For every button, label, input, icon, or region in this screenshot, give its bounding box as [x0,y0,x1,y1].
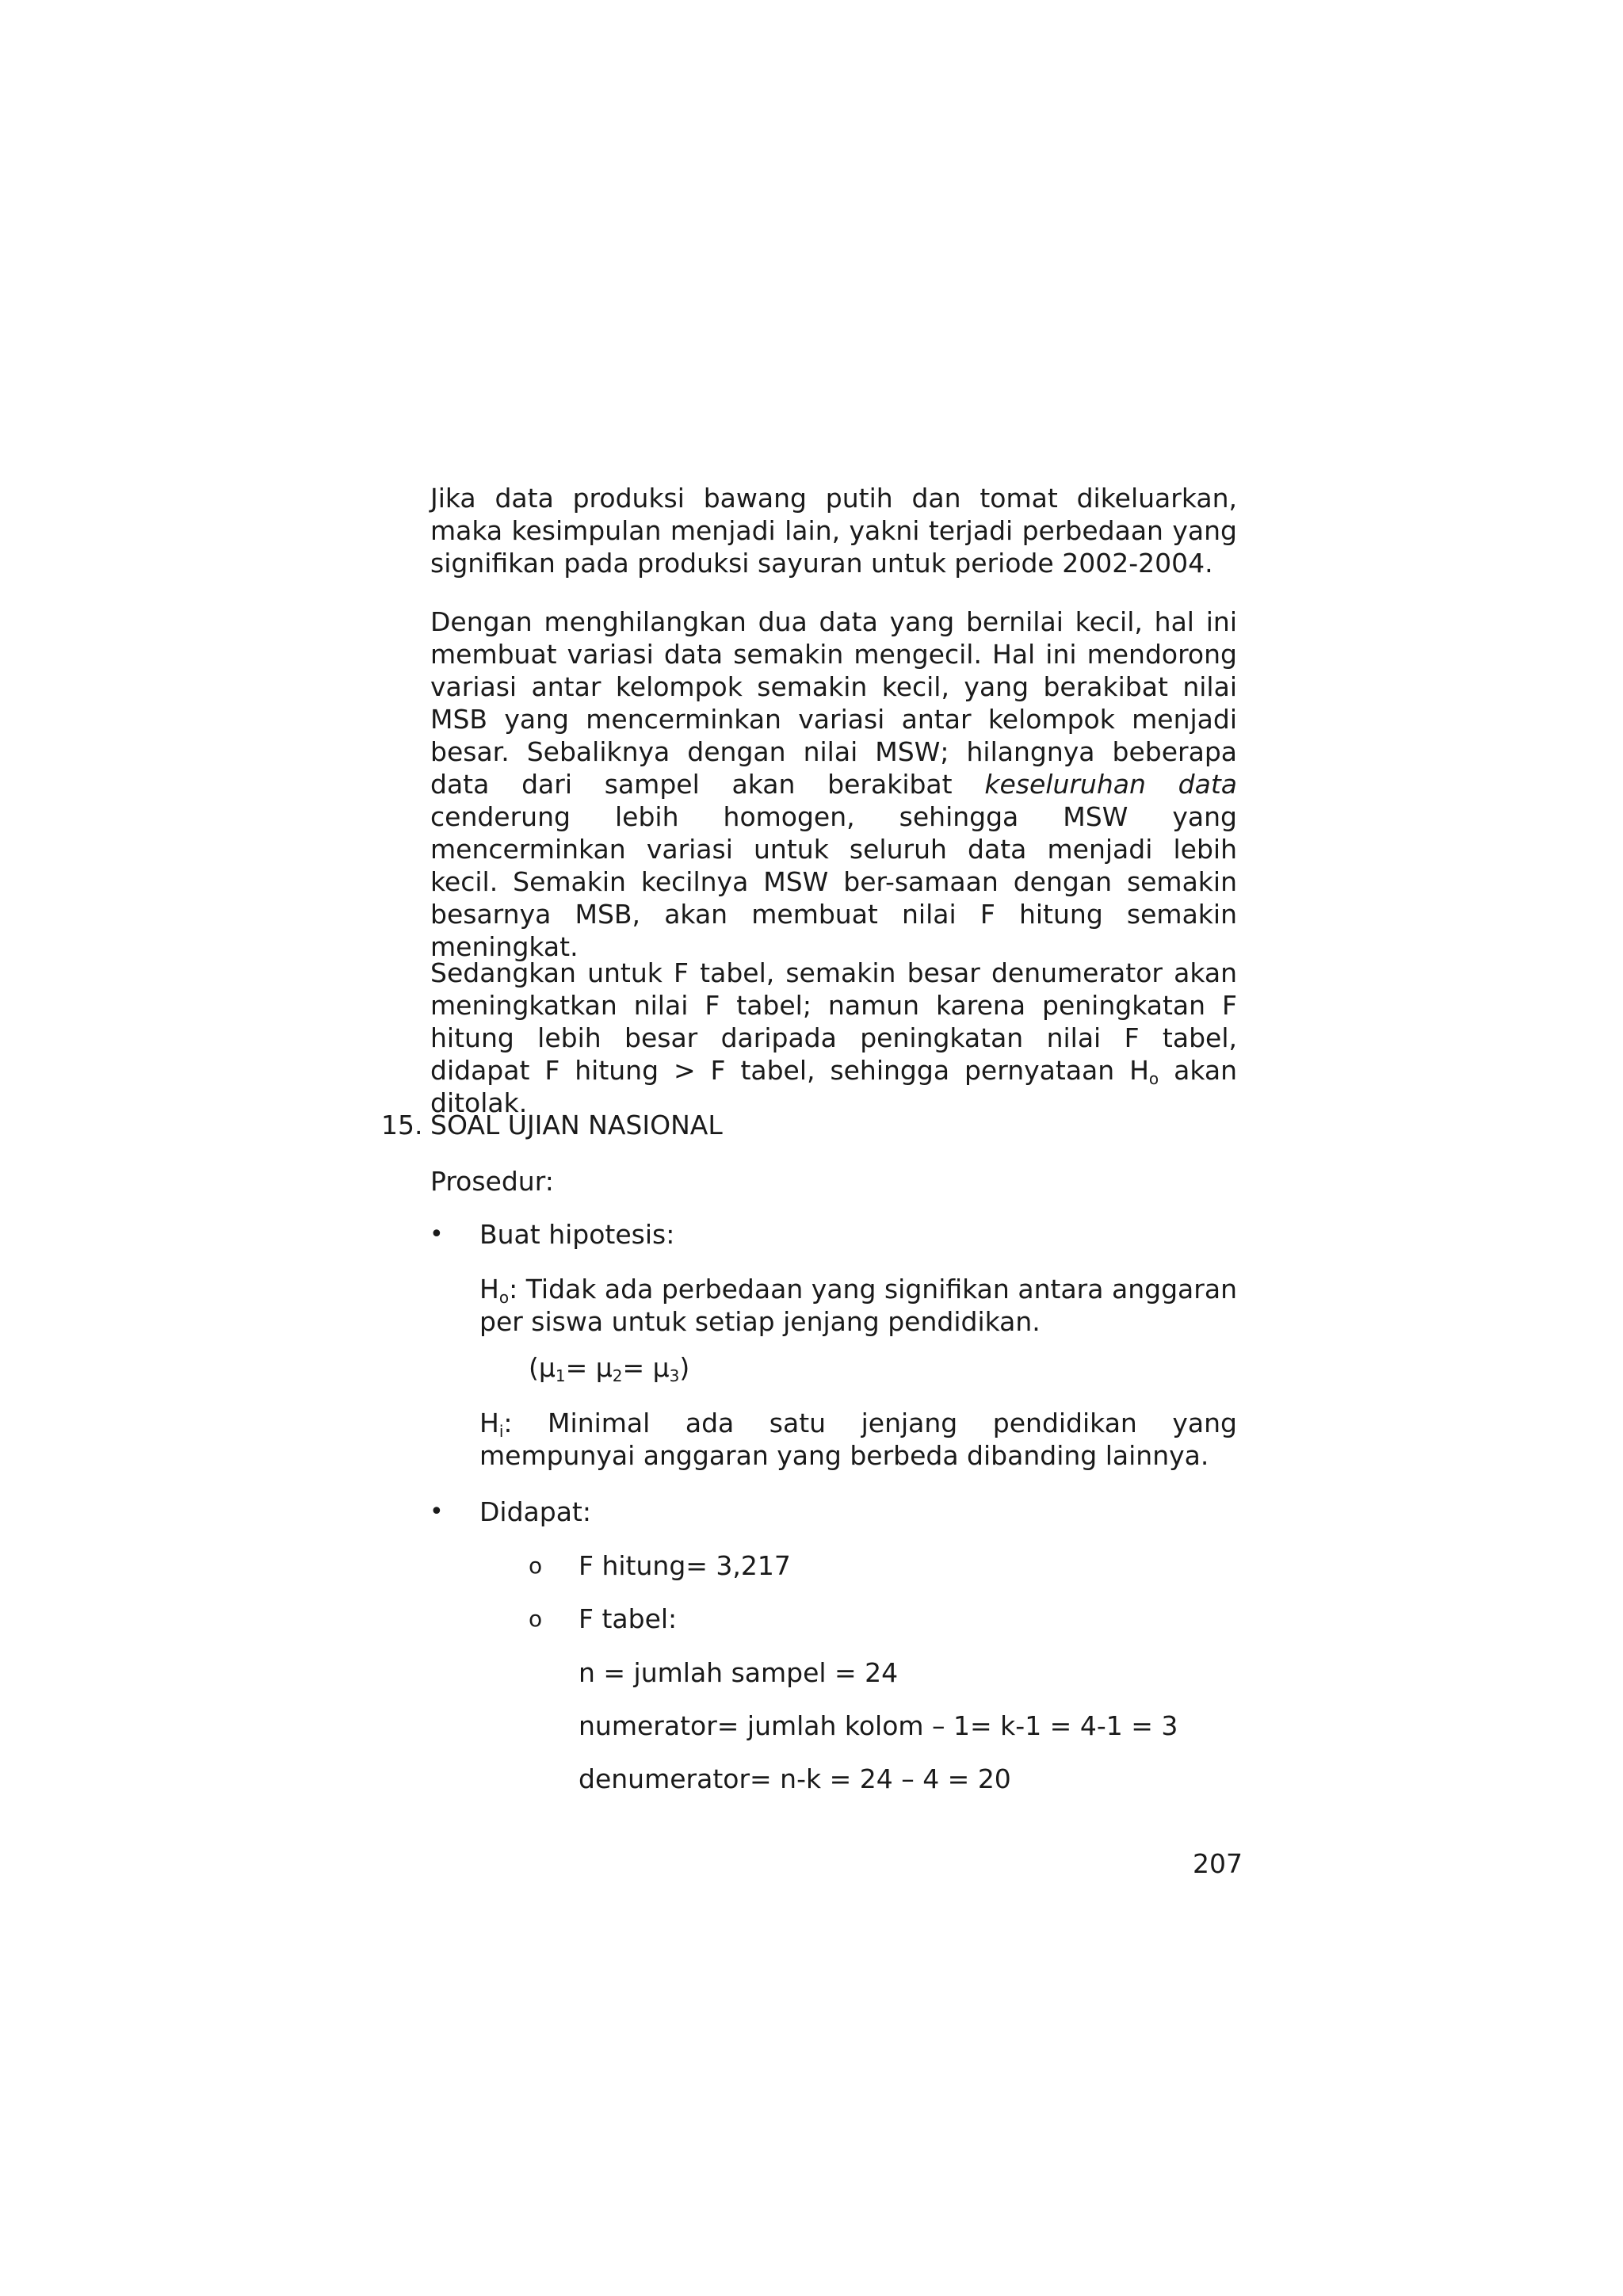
mu-close: ) [679,1352,690,1383]
bullet-1-label: Buat hipotesis: [479,1219,675,1250]
procedure-label: Prosedur: [430,1166,554,1197]
mu-eq-2: = μ [622,1352,670,1383]
paragraph-1-text: Jika data produksi bawang putih dan tomat dikeluarkan, maka kesimpulan menjadi lain, yakni terjadi perbedaan yang signifikan pada produksi sayuran untuk periode 2002-2004. [430,483,1237,579]
hypothesis-h0 [479,1273,1237,1338]
paragraph-3 [430,957,1237,1119]
paragraph-2-text-b: cenderung lebih homogen, sehingga MSW yang mencerminkan variasi untuk seluruh data menjadi lebih kecil. Semakin kecilnya MSW ber-samaan dengan semakin besarnya MSB, akan membuat nilai F hitung semakin meningkat. [430,801,1237,962]
bullet-1-marker: • [430,1221,444,1248]
h0-letter: H [479,1274,499,1305]
h1-text: : Minimal ada satu jenjang pendidikan yang mempunyai anggaran yang berbeda dibanding lainnya. [479,1408,1237,1471]
paragraph-1 [430,482,1237,579]
paragraph-2-text-a: Dengan menghilangkan dua data yang bernilai kecil, hal ini membuat variasi data semakin mengecil. Hal ini mendorong variasi antar kelompok semakin kecil, yang berakibat nilai MSB yang mencerminkan variasi antar kelompok menjadi besar. Sebaliknya dengan nilai MSW; hilangnya beberapa data dari sampel akan berakibat [430,606,1237,800]
mu-sub-1: 1 [555,1366,566,1385]
mu-open: (μ [529,1352,556,1383]
sub-item-2-marker: o [529,1606,543,1632]
mu-sub-2: 2 [612,1366,623,1385]
paragraph-3-text-b: akan ditolak. [430,1055,1237,1118]
h1-subscript: i [498,1422,504,1441]
f-hitung-line: F hitung= 3,217 [579,1550,791,1581]
paragraph-3-text-a: Sedangkan untuk F tabel, semakin besar denumerator akan meningkatkan nilai F tabel; namun karena peningkatan F hitung lebih besar daripada peningkatan nilai F tabel, didapat F hitung > F tabel, sehingga pernyataan H [430,957,1237,1086]
h0-text: : Tidak ada perbedaan yang signifikan antara anggaran per siswa untuk setiap jenjang pendidikan. [479,1274,1237,1337]
hypothesis-h1 [479,1407,1237,1472]
mu-sub-3: 3 [669,1366,680,1385]
paragraph-2 [430,606,1237,963]
n-line: n = jumlah sampel = 24 [579,1657,899,1688]
mu-equation [529,1351,689,1384]
paragraph-3-subscript: o [1148,1069,1159,1088]
section-number: 15. [381,1110,423,1140]
section-title: SOAL UJIAN NASIONAL [430,1110,723,1140]
denumerator-line: denumerator= n-k = 24 – 4 = 20 [579,1763,1011,1794]
sub-item-1-marker: o [529,1553,543,1579]
paragraph-2-italic: keseluruhan data [984,769,1237,800]
page-number: 207 [1193,1848,1243,1879]
numerator-line: numerator= jumlah kolom – 1= k-1 = 4-1 = 3 [579,1710,1178,1741]
h0-subscript: o [498,1288,510,1307]
mu-eq-1: = μ [565,1352,613,1383]
h1-letter: H [479,1408,499,1438]
f-tabel-line: F tabel: [579,1603,678,1634]
bullet-2-marker: • [430,1498,444,1526]
bullet-2-label: Didapat: [479,1496,591,1527]
